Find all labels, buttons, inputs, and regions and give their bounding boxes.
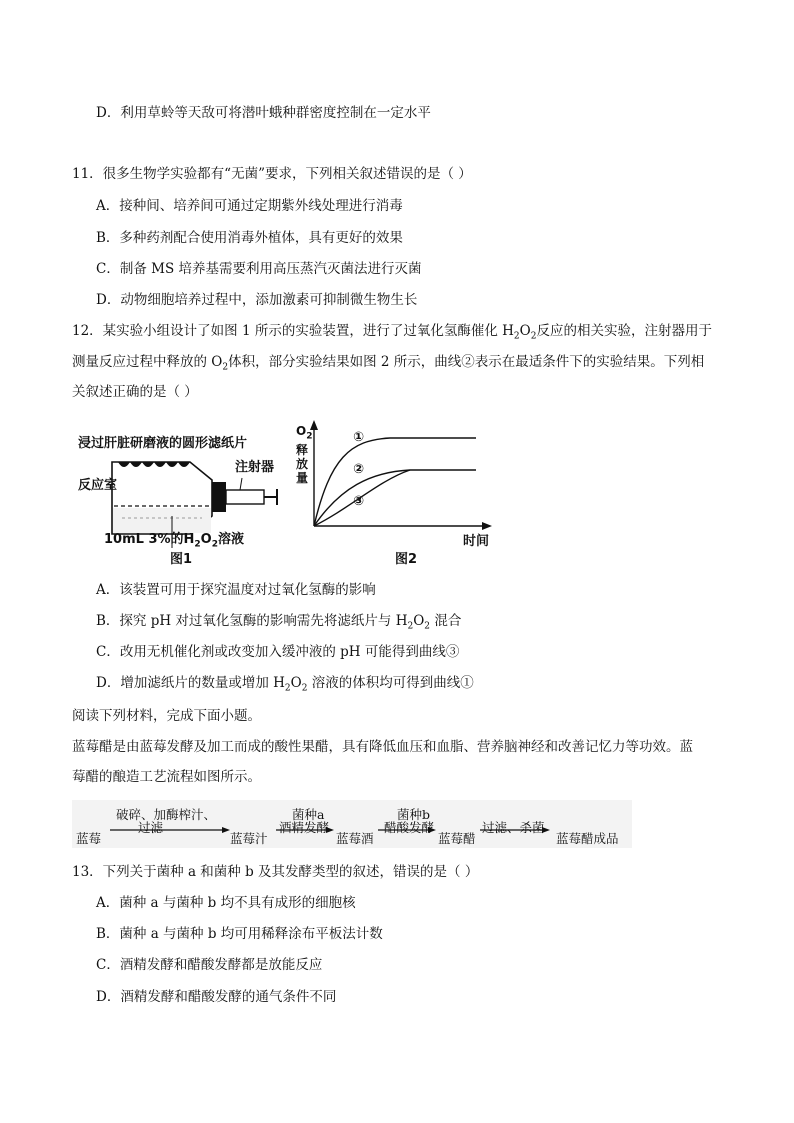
flow-step2-top: 菌种a [292,807,325,822]
q12-option-d: D．增加滤纸片的数量或增加 $H_2O_2$ 溶液的体积均可得到曲线① [96,675,474,694]
q11-stem: 11．很多生物学实验都有“无菌”要求，下列相关叙述错误的是（ ） [72,166,472,182]
fig2-curve3-label: ③ [353,494,365,509]
q12-stem-line1: 12．某实验小组设计了如图 1 所示的实验装置，进行了过氧化氢酶催化 $H_2O_2$反应的相关实验，注射器用于 [72,323,712,342]
fig1-label-filter-paper: 浸过肝脏研磨液的圆形滤纸片 [78,436,248,451]
q11-option-a: A．接种间、培养间可通过定期紫外线处理进行消毒 [96,198,403,214]
flow-node-juice: 蓝莓汁 [230,831,268,846]
flow-step2-bottom: 酒精发酵 [279,820,330,835]
q13-option-c: C．酒精发酵和醋酸发酵都是放能反应 [96,957,323,973]
flow-node-blueberry: 蓝莓 [76,831,102,846]
curve-2 [314,470,476,526]
fig2-xlabel: 时间 [463,534,490,549]
flow-node-product: 蓝莓醋成品 [556,831,619,846]
q12-option-c: C．改用无机催化剂或改变加入缓冲液的 pH 可能得到曲线③ [96,644,460,660]
q11-option-d: D．动物细胞培养过程中，添加激素可抑制微生物生长 [96,292,418,308]
fig1-label-syringe: 注射器 [235,460,275,475]
reading-paragraph-line2: 莓醋的酿造工艺流程如图所示。 [72,769,261,785]
fig2-caption: 图2 [395,552,418,567]
q13-option-a: A．菌种 a 与菌种 b 均不具有成形的细胞核 [96,895,356,911]
q13-option-b: B．菌种 a 与菌种 b 均可用稀释涂布平板法计数 [96,926,383,942]
stopper [212,482,226,512]
q11-option-b: B．多种药剂配合使用消毒外植体，具有更好的效果 [96,230,403,246]
reading-paragraph-line1: 蓝莓醋是由蓝莓发酵及加工而成的酸性果醋，具有降低血压和血脂、营养脑神经和改善记忆力等功效。蓝 [72,739,693,755]
q12-stem-line3: 关叙述正确的是（ ） [72,384,198,400]
fig1-caption: 图1 [170,552,193,567]
syringe-barrel [226,490,264,504]
q11-option-c: C．制备 MS 培养基需要利用高压蒸汽灭菌法进行灭菌 [96,261,422,277]
q13-option-d: D．酒精发酵和醋酸发酵的通气条件不同 [96,989,337,1005]
fig2-curve1-label: ① [353,430,365,445]
q12-option-b: B．探究 pH 对过氧化氢酶的影响需先将滤纸片与 $H_2O_2$ 混合 [96,613,462,632]
q10-option-d: D．利用草蛉等天敌可将潜叶蛾种群密度控制在一定水平 [96,105,431,121]
flow-step1-bottom: 过滤 [138,820,164,835]
fig2-curve2-label: ② [353,462,365,477]
fig1-label-solution: 10mL 3%的$H_2O_2$溶液 [104,532,245,550]
figure2-graph [290,418,500,548]
q12-stem-line2: 测量反应过程中释放的 $O_2$体积，部分实验结果如图 2 所示，曲线②表示在最适条件下的实验结果。下列相 [72,354,705,373]
flow-step1-top: 破碎、加酶榨汁、 [116,807,217,822]
flow-step3-top: 菌种b [397,807,431,822]
flow-step4-top: 过滤、杀菌 [482,820,545,835]
flow-node-vinegar: 蓝莓醋 [438,831,476,846]
flow-node-wine: 蓝莓酒 [336,831,374,846]
q12-option-a: A．该装置可用于探究温度对过氧化氢酶的影响 [96,582,376,598]
fig2-ylabel: $O_2$释放量 [296,424,313,486]
flow-step3-bottom: 醋酸发酵 [384,820,435,835]
fig1-label-chamber: 反应室 [78,478,118,493]
reading-intro: 阅读下列材料，完成下面小题。 [72,708,261,724]
q13-stem: 13．下列关于菌种 a 和菌种 b 及其发酵类型的叙述，错误的是（ ） [72,864,479,880]
